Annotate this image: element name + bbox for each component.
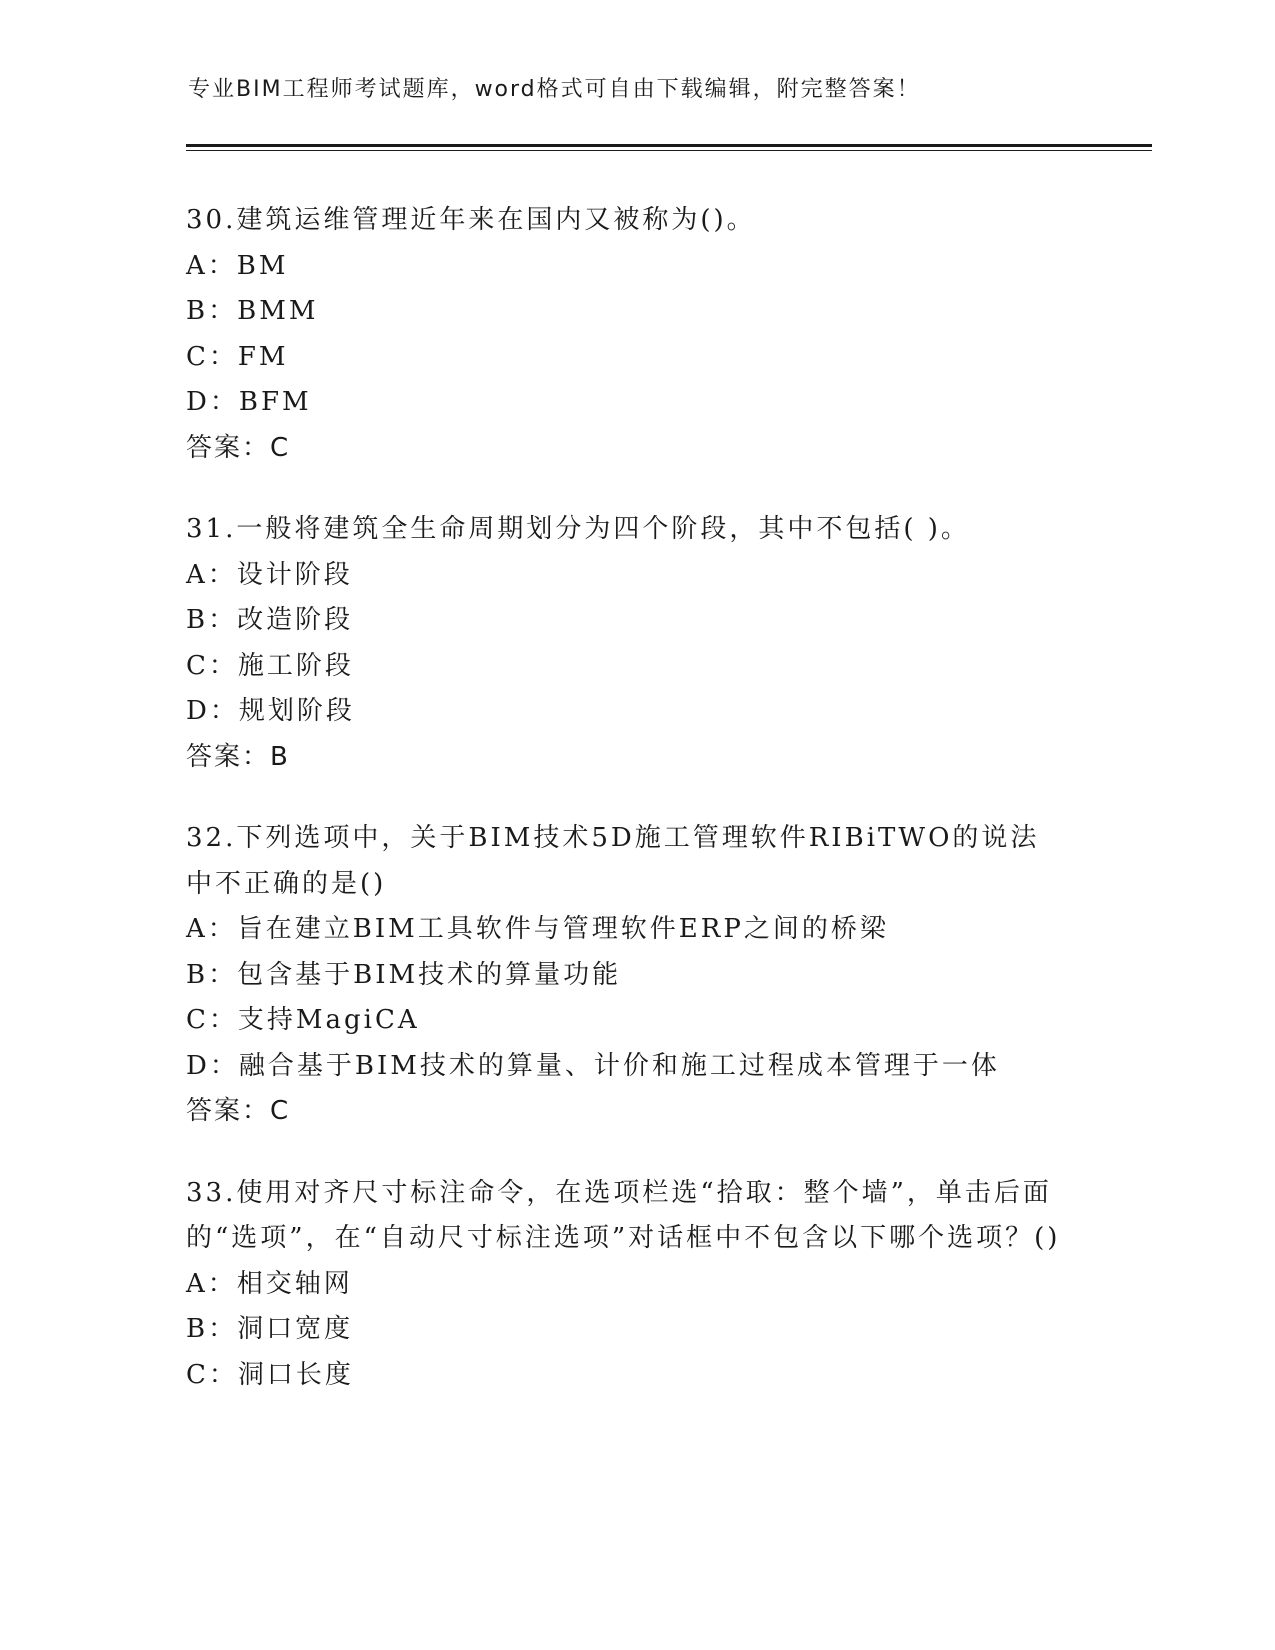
option-c: C：支持MagiCA [186,1005,420,1035]
question-stem: 33.使用对齐尺寸标注命令，在选项栏选“拾取：整个墙”，单击后面的“选项”，在“自动尺寸标注选项”对话框中不包含以下哪个选项？() [186,1177,1061,1253]
option-b: B：包含基于BIM技术的算量功能 [186,959,622,990]
question-31 [186,507,1086,780]
option-d: D：规划阶段 [186,696,355,726]
question-stem: 32.下列选项中，关于BIM技术5D施工管理软件RIBiTWO的说法中不正确的是() [186,823,1040,899]
option-d: D：BFM [186,387,312,417]
option-c: C：FM [186,341,289,372]
answer: 答案：C [186,432,291,463]
option-c: C：洞口长度 [186,1359,354,1390]
header-rule-thick [186,144,1152,147]
option-d: D：融合基于BIM技术的算量、计价和施工过程成本管理于一体 [186,1050,1000,1081]
option-c: C：施工阶段 [186,650,354,681]
option-a: A：旨在建立BIM工具软件与管理软件ERP之间的桥梁 [186,914,889,944]
answer: 答案：C [186,1096,291,1126]
answer: 答案：B [186,741,290,772]
option-a: A：相交轴网 [186,1268,353,1299]
question-list [186,198,1086,1434]
option-a: A：设计阶段 [186,559,353,590]
question-30 [186,198,1086,471]
page-header: 专业BIM工程师考试题库，word格式可自由下载编辑，附完整答案！ [188,77,921,102]
option-b: B：BMM [186,296,319,326]
option-b: B：洞口宽度 [186,1314,354,1344]
header-rule-thin [186,150,1152,151]
question-32 [186,816,1086,1135]
option-a: A：BM [186,250,289,281]
question-stem: 31.一般将建筑全生命周期划分为四个阶段，其中不包括( )。 [186,514,970,544]
question-stem: 30.建筑运维管理近年来在国内又被称为()。 [186,205,756,235]
option-b: B：改造阶段 [186,605,354,635]
question-33 [186,1171,1086,1399]
